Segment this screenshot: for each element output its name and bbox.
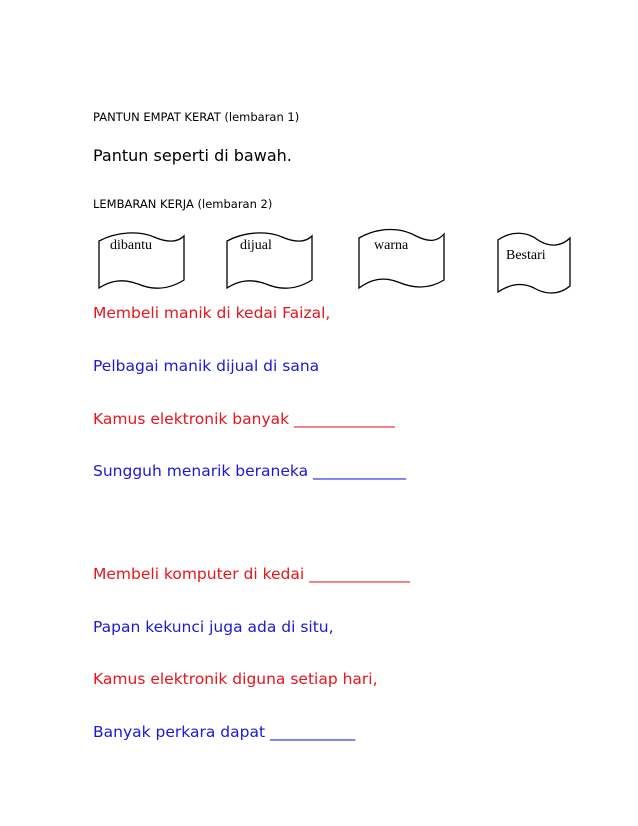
stanza2-line1: Membeli komputer di kedai _____________ xyxy=(93,565,410,583)
word-card-label: warna xyxy=(374,238,409,253)
worksheet-heading-2: LEMBARAN KERJA (lembaran 2) xyxy=(93,197,273,211)
stanza1-line4: Sungguh menarik beraneka ____________ xyxy=(93,462,407,480)
word-card-label: dibantu xyxy=(110,238,152,253)
stanza2-line3: Kamus elektronik diguna setiap hari, xyxy=(93,670,378,688)
word-card-bestari xyxy=(494,226,574,298)
worksheet-subheading: Pantun seperti di bawah. xyxy=(93,146,292,165)
word-card-dijual xyxy=(224,228,316,294)
stanza1-line3: Kamus elektronik banyak _____________ xyxy=(93,410,395,428)
worksheet-heading-1: PANTUN EMPAT KERAT (lembaran 1) xyxy=(93,110,300,124)
stanza1-line2: Pelbagai manik dijual di sana xyxy=(93,357,320,375)
word-card-warna xyxy=(356,224,448,294)
word-card-dibantu xyxy=(96,228,188,294)
stanza2-line2: Papan kekunci juga ada di situ, xyxy=(93,618,334,636)
word-card-label: dijual xyxy=(240,238,272,253)
stanza2-line4: Banyak perkara dapat ___________ xyxy=(93,723,356,741)
word-card-label: Bestari xyxy=(506,248,546,263)
stanza1-line1: Membeli manik di kedai Faizal, xyxy=(93,304,331,322)
